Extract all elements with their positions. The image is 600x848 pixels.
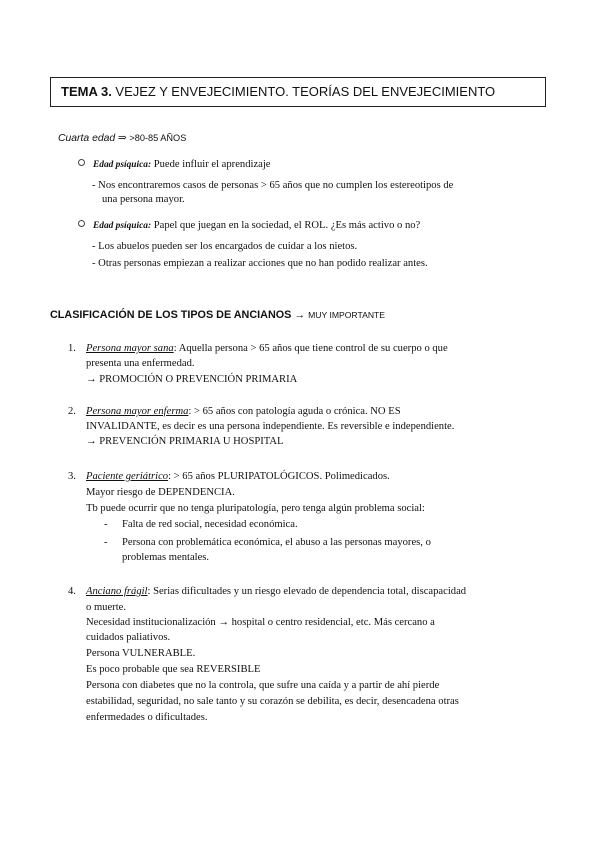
- item-4-line-2: o muerte.: [86, 602, 127, 613]
- item-3-bullet-2-text: Persona con problemática económica, el abuso a las personas mayores, o: [122, 537, 431, 548]
- item-2-line-1: [86, 406, 401, 417]
- edad-psiquica-1-sub-1: - Nos encontraremos casos de personas > 65 años que no cumplen los estereotipos de: [92, 180, 454, 191]
- edad-psiquica-2-sub-2: - Otras personas empiezan a realizar acciones que no han podido realizar antes.: [92, 258, 428, 269]
- item-3-term: Paciente geriátrico: [86, 471, 169, 482]
- item-4-text: : Serias dificultades y un riesgo elevado de dependencia total, discapacidad: [147, 586, 467, 597]
- item-1-line-3: → PROMOCIÓN O PREVENCIÓN PRIMARIA: [86, 374, 298, 385]
- cuarta-edad-line: [58, 128, 186, 146]
- item-4-term: Anciano frágil: [86, 586, 148, 597]
- item-3-line-2: Mayor riesgo de DEPENDENCIA.: [86, 487, 235, 498]
- item-3-line-1: [86, 471, 390, 482]
- edad-psiquica-1: [78, 159, 271, 170]
- edad-psiquica-2-text: Papel que juegan en la sociedad, el ROL. ¿Es más activo o no?: [151, 220, 421, 231]
- cuarta-edad-label: Cuarta edad: [58, 133, 116, 144]
- item-4-line-6: Es poco probable que sea REVERSIBLE: [86, 664, 261, 675]
- circle-bullet-icon: [78, 159, 85, 166]
- item-2-line-3: → PREVENCIÓN PRIMARIA U HOSPITAL: [86, 436, 284, 447]
- item-3-bullet-2: [104, 537, 431, 548]
- item-3-line-3: Tb puede ocurrir que no tenga pluripatología, pero tenga algún problema social:: [86, 503, 425, 514]
- item-2-text: : > 65 años con patología aguda o crónica. NO ES: [188, 406, 401, 417]
- title-box: [50, 77, 546, 107]
- item-4-number: 4.: [68, 586, 76, 597]
- section-heading-note: MUY IMPORTANTE: [308, 310, 386, 320]
- dash-bullet-icon: -: [104, 519, 108, 530]
- item-1-line-2: presenta una enfermedad.: [86, 358, 195, 369]
- item-1-term: Persona mayor sana: [86, 343, 174, 354]
- circle-bullet-icon: [78, 220, 85, 227]
- edad-psiquica-2: [78, 220, 420, 231]
- title-text: VEJEZ Y ENVEJECIMIENTO. TEORÍAS DEL ENVEJECIMIENTO: [111, 84, 496, 99]
- cuarta-edad-arrow: ⇒: [115, 133, 130, 144]
- title-prefix: TEMA 3.: [61, 84, 112, 99]
- edad-psiquica-2-label: Edad psíquica:: [93, 221, 152, 231]
- item-4-line-8: estabilidad, seguridad, no sale tanto y su corazón se debilita, es decir, desencadena otras: [86, 696, 459, 707]
- item-3-text: : > 65 años PLURIPATOLÓGICOS. Polimedicados.: [168, 471, 390, 482]
- item-2-line-2: INVALIDANTE, es decir es una persona independiente. Es reversible e independiente.: [86, 421, 455, 432]
- item-4-line-7: Persona con diabetes que no la controla, que sufre una caída y a partir de ahí pierde: [86, 680, 440, 691]
- item-1-text: : Aquella persona > 65 años que tiene control de su cuerpo o que: [173, 343, 448, 354]
- section-heading-text: CLASIFICACIÓN DE LOS TIPOS DE ANCIANOS: [50, 309, 292, 321]
- edad-psiquica-1-sub-2: una persona mayor.: [102, 194, 185, 205]
- item-3-bullet-1-text: Falta de red social, necesidad económica.: [122, 519, 298, 530]
- item-4-line-3: Necesidad institucionalización → hospital o centro residencial, etc. Más cercano a: [86, 617, 435, 628]
- item-2-number: 2.: [68, 406, 76, 417]
- item-3-number: 3.: [68, 471, 76, 482]
- item-1-number: 1.: [68, 343, 76, 354]
- cuarta-edad-value: >80-85 AÑOS: [129, 133, 187, 143]
- section-heading-arrow: →: [291, 309, 309, 321]
- item-4-line-9: enfermedades o dificultades.: [86, 712, 208, 723]
- edad-psiquica-1-label: Edad psíquica:: [93, 160, 152, 170]
- edad-psiquica-1-text: Puede influir el aprendizaje: [151, 159, 271, 170]
- item-4-line-4: cuidados paliativos.: [86, 632, 171, 643]
- item-1-line-1: [86, 343, 448, 354]
- section-heading: [50, 309, 385, 321]
- item-3-bullet-1: [104, 519, 298, 530]
- dash-bullet-icon: -: [104, 537, 108, 548]
- item-2-term: Persona mayor enferma: [86, 406, 189, 417]
- item-3-bullet-2-cont: problemas mentales.: [122, 552, 210, 563]
- item-4-line-5: Persona VULNERABLE.: [86, 648, 196, 659]
- item-4-line-1: [86, 586, 466, 597]
- edad-psiquica-2-sub-1: - Los abuelos pueden ser los encargados de cuidar a los nietos.: [92, 241, 358, 252]
